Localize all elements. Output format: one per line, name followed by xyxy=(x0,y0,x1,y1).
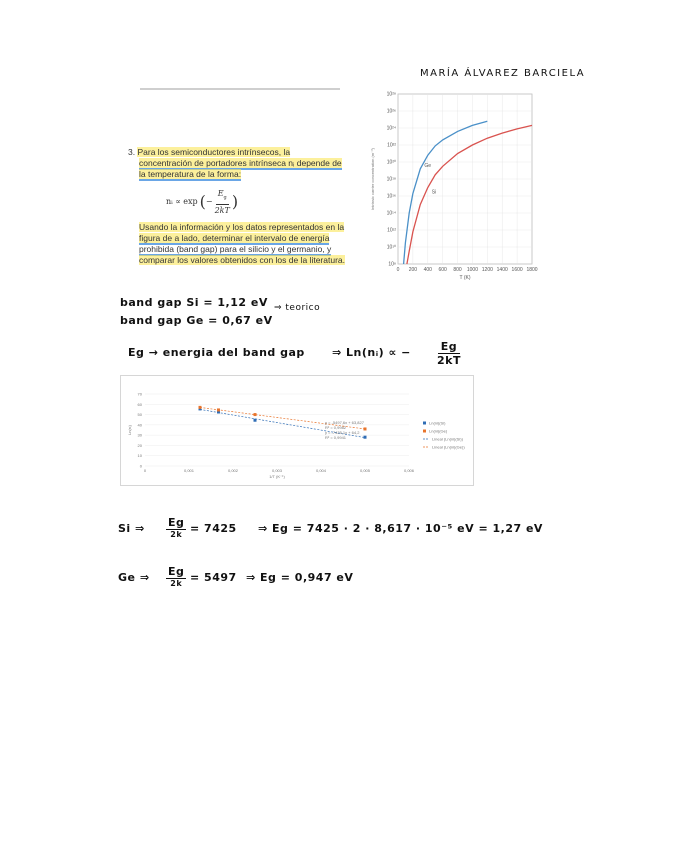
formula: nᵢ ∝ exp ( − $\frac{E_g}{2kT}$ ) xyxy=(166,189,239,215)
chart1-y-tick: 10⁸ xyxy=(388,261,396,268)
chart2-point xyxy=(364,427,367,430)
chart2-point xyxy=(217,408,220,411)
cut-text-line xyxy=(140,88,340,90)
chart1-y-tick: 10²⁰ xyxy=(386,159,396,166)
chart2-trend-legend-label: Lineal (Ln(ni)(Ge)) xyxy=(432,444,465,450)
exercise-line-3: la temperatura de la forma: xyxy=(139,169,242,179)
chart2-point xyxy=(364,436,367,439)
chart2-x-tick: 0,003 xyxy=(271,468,283,473)
chart2-point xyxy=(254,413,257,416)
chart2-y-tick: 60 xyxy=(137,401,142,407)
chart2-point xyxy=(254,419,257,422)
chart2-legend-label: Ln(ni)(Ge) xyxy=(429,428,448,434)
chart2-x-tick: 0 xyxy=(143,468,147,473)
chart1-series-label: Si xyxy=(431,189,437,196)
ln-relation-note: ⇒ Ln(nᵢ) ∝ − xyxy=(332,346,411,359)
ln-ni-chart-frame xyxy=(120,375,474,486)
chart2-y-tick: 40 xyxy=(137,422,142,428)
chart2-x-tick: 0,005 xyxy=(359,468,371,473)
ge-calc-lhs: Ge ⇒ xyxy=(118,571,150,584)
eg-definition-note: Eg → energia del band gap xyxy=(128,346,305,359)
chart1-x-tick: 1800 xyxy=(526,267,538,273)
chart2-point xyxy=(199,406,202,409)
exercise-line-1 xyxy=(128,147,364,158)
chart2-y-tick: 30 xyxy=(137,432,142,438)
chart1-series-label: Ge xyxy=(424,162,432,169)
chart1-x-tick: 600 xyxy=(438,267,447,273)
chart2-plot-area xyxy=(127,392,465,480)
exercise-text-1: Para los semiconductores intrínsecos, la xyxy=(137,147,291,157)
chart1-x-tick: 200 xyxy=(408,267,418,273)
chart2-legend-marker xyxy=(423,422,426,425)
chart1-x-tick: 0 xyxy=(396,267,400,273)
chart1-y-tick: 10¹² xyxy=(387,227,396,234)
chart2-y-tick: 10 xyxy=(137,453,142,459)
chart2-y-tick: 50 xyxy=(137,412,142,418)
chart2-legend-marker xyxy=(423,430,426,433)
chart1-y-label: Intrinsic carrier concentration (m⁻³) xyxy=(370,148,375,210)
chart1-x-label: T (K) xyxy=(459,275,471,281)
chart2-equation: y = -5497,6x + 63,827 xyxy=(325,420,364,425)
chart2-equation: y = -7425,1x + 64,2 xyxy=(325,430,360,435)
chart1-y-tick: 10¹⁴ xyxy=(386,210,396,217)
chart1-x-tick: 1000 xyxy=(466,267,479,273)
chart2-x-tick: 0,006 xyxy=(403,468,415,473)
chart1-y-tick: 10²⁴ xyxy=(386,125,396,132)
si-calc-result: ⇒ Eg = 7425 · 2 · 8,617 · 10⁻⁵ eV = 1,27 eV xyxy=(258,522,543,535)
chart2-x-tick: 0,002 xyxy=(227,468,239,473)
exercise-block xyxy=(128,147,364,266)
chart1-y-tick: 10¹⁶ xyxy=(386,193,396,200)
chart1-y-tick: 10¹⁰ xyxy=(386,244,396,251)
ln-ni-chart xyxy=(121,376,473,485)
chart2-y-tick: 0 xyxy=(139,463,142,469)
author-name: MARÍA ÁLVAREZ BARCIELA xyxy=(420,68,586,79)
chart1-y-tick: 10²⁶ xyxy=(386,108,396,115)
chart2-x-tick: 0,001 xyxy=(183,468,195,473)
teorico-note: ⇒ teorico xyxy=(274,303,321,313)
carrier-concentration-chart xyxy=(368,88,540,284)
bandgap-si-note: band gap Si = 1,12 eV xyxy=(120,296,268,309)
chart1-x-tick: 1600 xyxy=(511,267,523,273)
si-calc-lhs: Si ⇒ xyxy=(118,522,145,535)
bandgap-ge-note: band gap Ge = 0,67 eV xyxy=(120,314,273,327)
ge-calc-result: ⇒ Eg = 0,947 eV xyxy=(246,571,354,584)
chart1-y-tick: 10¹⁸ xyxy=(386,176,396,183)
si-calc-fraction: Eg 2k xyxy=(168,516,185,539)
chart2-y-tick: 70 xyxy=(137,391,142,397)
exercise-number: 3. xyxy=(128,147,136,157)
chart2-trend-legend-label: Lineal (Ln(ni)(Si)) xyxy=(432,436,463,442)
ge-calc-mid: = 5497 xyxy=(190,571,237,584)
ln-fraction: Eg 2kT xyxy=(437,340,461,367)
chart2-x-tick: 0,004 xyxy=(315,468,327,473)
exercise-line-2: concentración de portadores intrínseca nᵢ depende de xyxy=(139,158,342,168)
chart1-x-tick: 400 xyxy=(423,267,432,273)
exercise-para: Usando la información y los datos representados en la figura de a lado, determinar el intervalo de energía prohibida (band gap) para el silicio y el germanio, y comparar los valores obtenidos con los de la literatura. xyxy=(139,221,345,265)
si-calc-mid: = 7425 xyxy=(190,522,237,535)
chart2-equation: R² = 0,9982 xyxy=(325,425,347,430)
chart2-legend-label: Ln(ni)(Si) xyxy=(429,420,446,426)
chart1-plot-area xyxy=(370,92,538,282)
chart1-y-tick: 10²⁸ xyxy=(386,91,396,98)
chart2-equation: R² = 0,9941 xyxy=(325,435,347,440)
chart1-x-tick: 1200 xyxy=(481,267,493,273)
chart2-x-label: 1/T (K⁻¹) xyxy=(269,474,285,479)
chart1-y-tick: 10²² xyxy=(387,142,396,149)
chart2-y-tick: 20 xyxy=(137,442,142,448)
chart1-x-tick: 800 xyxy=(453,267,462,273)
ge-calc-fraction: Eg 2k xyxy=(168,565,185,588)
chart1-x-tick: 1400 xyxy=(496,267,508,273)
chart2-y-label: Ln(nᵢ) xyxy=(127,425,132,435)
